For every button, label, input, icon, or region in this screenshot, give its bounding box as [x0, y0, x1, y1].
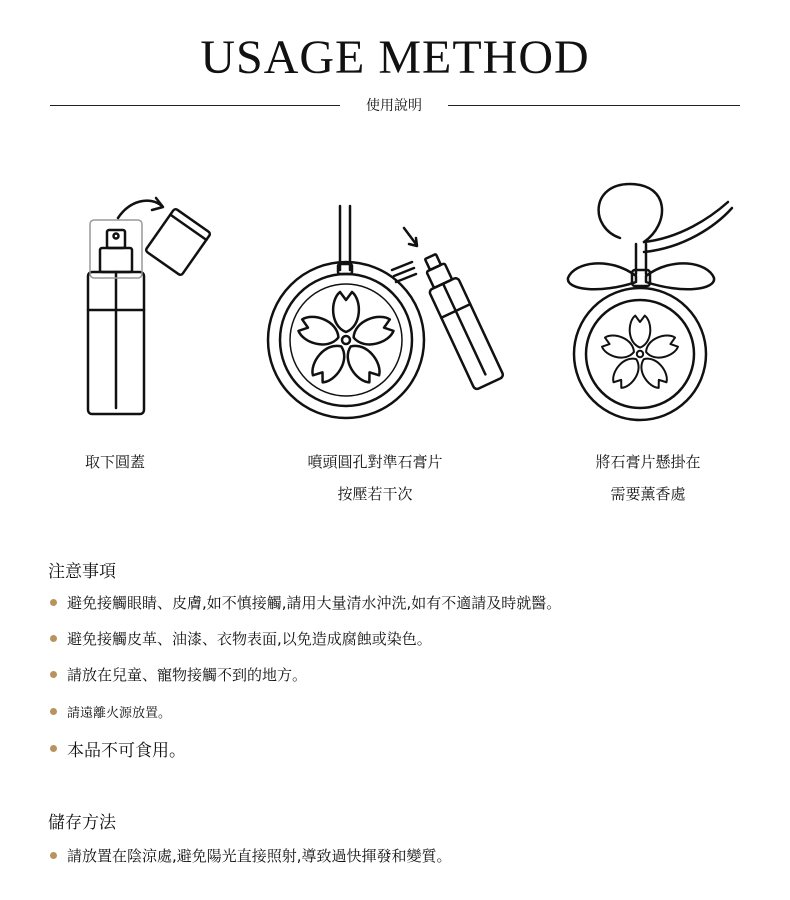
storage-heading: 儲存方法 [48, 813, 116, 833]
list-item: 請放置在陰涼處,避免陽光直接照射,導致過快揮發和變質。 [50, 845, 452, 866]
cautions-heading: 注意事項 [48, 562, 116, 582]
spray-on-plaster-icon [262, 200, 522, 430]
list-item: 請放在兒童、寵物接觸不到的地方。 [50, 664, 307, 685]
bullet-icon [50, 852, 57, 859]
title-divider-right [448, 105, 740, 106]
list-item: 避免接觸皮革、油漆、衣物表面,以免造成腐蝕或染色。 [50, 628, 432, 649]
step-1-caption: 取下圓蓋 [84, 453, 145, 471]
list-item: 本品不可食用。 [50, 736, 186, 761]
list-item: 請遠離火源放置。 [50, 702, 171, 721]
step-2-caption-line-1: 噴頭圓孔對準石膏片 [307, 453, 443, 471]
page-subtitle: 使用說明 [366, 98, 422, 114]
step-3-caption-line-1: 將石膏片懸掛在 [595, 453, 701, 471]
page-title: USAGE METHOD [200, 31, 590, 84]
bullet-icon [50, 599, 57, 606]
bullet-icon [50, 708, 57, 715]
bullet-icon [50, 671, 57, 678]
title-divider-left [50, 105, 340, 106]
step-2-caption-line-2: 按壓若干次 [337, 485, 413, 503]
spray-bottle-cap-removal-icon [70, 190, 230, 430]
list-item: 避免接觸眼睛、皮膚,如不慎接觸,請用大量清水沖洗,如有不適請及時就醫。 [50, 592, 561, 613]
hanging-plaster-icon [560, 178, 740, 428]
bullet-icon [50, 745, 57, 752]
step-3-caption-line-2: 需要薰香處 [610, 485, 686, 503]
bullet-icon [50, 635, 57, 642]
